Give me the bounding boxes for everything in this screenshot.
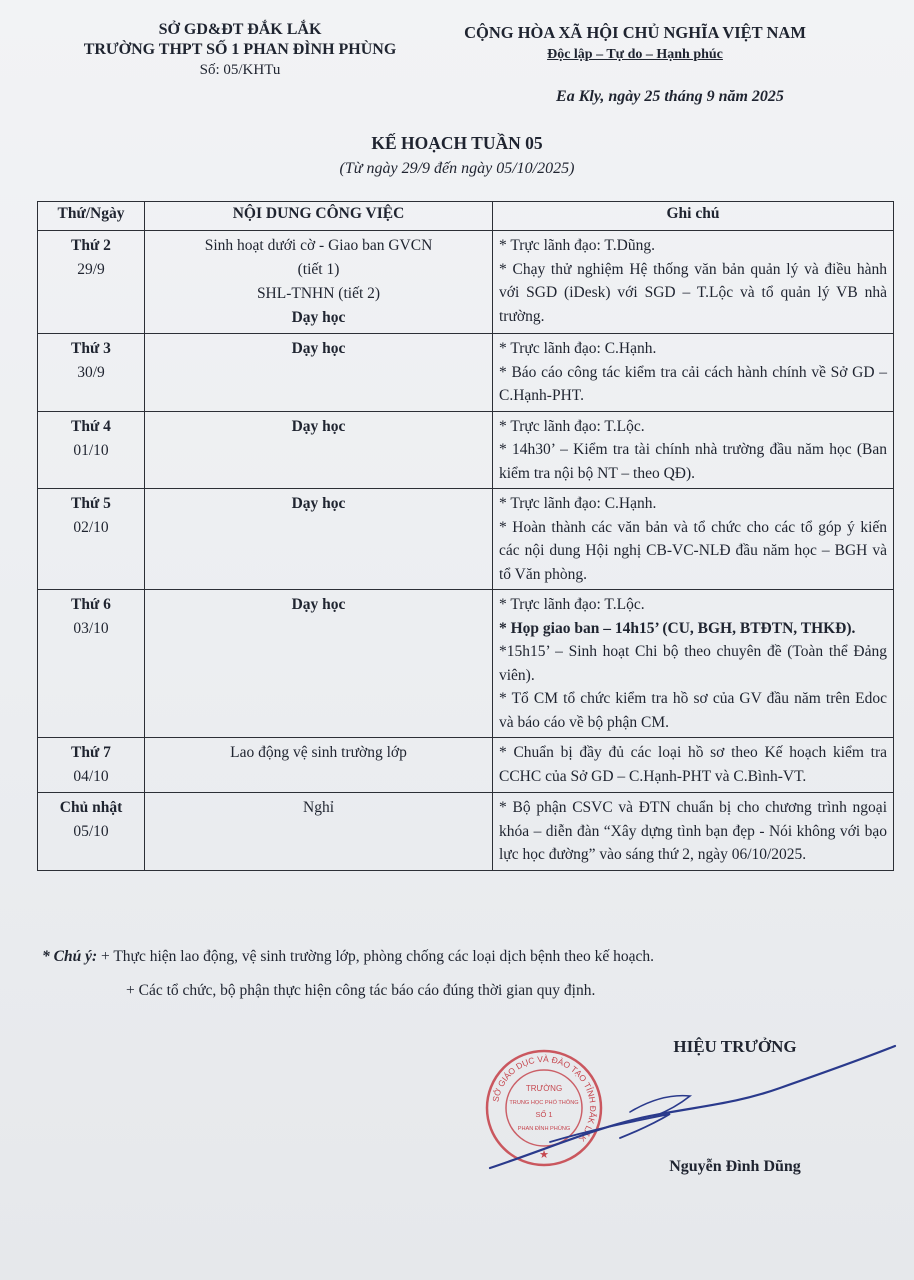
content-line: Dạy học [291,495,346,512]
day-name: Thứ 3 [71,340,111,357]
footnote [42,940,882,1008]
day-date: 04/10 [73,768,109,785]
note-line: * Trực lãnh đạo: T.Dũng. [499,237,655,254]
header-right [430,22,840,66]
content-cell [145,411,493,489]
note-line: * Trực lãnh đạo: C.Hạnh. [499,495,657,512]
content-cell [145,334,493,412]
table-row [38,590,894,738]
content-cell [145,489,493,590]
department-name: SỞ GD&ĐT ĐẮK LẮK [158,21,322,38]
notes-cell [493,334,894,412]
note-line: * 14h30’ – Kiểm tra tài chính nhà trường đầu năm học (Ban kiểm tra nội bộ NT – theo QĐ). [499,441,887,482]
notes-cell [493,231,894,334]
day-name: Thứ 4 [71,417,111,435]
note-line: * Họp giao ban – 14h15’ (CU, BGH, BTĐTN, THKĐ). [499,619,856,637]
header-content: NỘI DUNG CÔNG VIỆC [145,202,493,231]
signer-title: HIỆU TRƯỞNG [673,1037,797,1056]
content-line: Nghỉ [303,799,334,816]
table-row [38,793,894,871]
notes-cell [493,793,894,871]
table-row [38,334,894,412]
note-line: * Tổ CM tổ chức kiểm tra hồ sơ của GV đầu năm trên Edoc và báo cáo về bộ phận CM. [499,690,887,731]
day-name: Chủ nhật [59,799,123,816]
table-header-row [38,202,894,231]
note-line: * Báo cáo công tác kiểm tra cải cách hành chính về Sở GD – C.Hạnh-PHT. [499,363,887,404]
content-line: SHL-TNHN (tiết 2) [256,285,381,302]
footnote-line-1: + Thực hiện lao động, vệ sinh trường lớp, phòng chống các loại dịch bệnh theo kế hoạch. [101,948,655,965]
table-body [38,231,894,871]
document-title: KẾ HOẠCH TUẦN 05 [371,133,543,153]
seal-star-icon: ★ [539,1149,549,1161]
table-row [38,489,894,590]
content-line: Dạy học [291,417,346,435]
note-line: * Trực lãnh đạo: T.Lộc. [499,596,645,613]
day-cell [38,793,145,871]
seal-center-line-3: SỐ 1 [535,1110,553,1119]
country-name: CỘNG HÒA XÃ HỘI CHỦ NGHĨA VIỆT NAM [464,23,806,42]
content-line: Dạy học [291,340,346,357]
day-cell [38,411,145,489]
note-line: * Trực lãnh đạo: C.Hạnh. [499,340,657,357]
content-line: Sinh hoạt dưới cờ - Giao ban GVCN [204,237,433,254]
seal-center-line-4: PHAN ĐÌNH PHÙNG [517,1126,571,1132]
day-name: Thứ 6 [71,596,111,613]
footnote-lead: * Chú ý: [42,948,98,965]
place-date: Ea Kly, ngày 25 tháng 9 năm 2025 [556,88,784,105]
seal-ring-text: SỞ GIÁO DỤC VÀ ĐÀO TẠO TỈNH ĐẮK LẮK [490,1053,599,1144]
note-line: * Trực lãnh đạo: T.Lộc. [499,417,645,435]
day-cell [38,489,145,590]
signer-name: Nguyễn Đình Dũng [669,1158,801,1175]
table-row [38,738,894,793]
note-line: *15h15’ – Sinh hoạt Chi bộ theo chuyên đề (Toàn thể Đảng viên). [499,643,887,684]
day-name: Thứ 5 [71,495,111,512]
content-line: Dạy học [291,596,346,613]
school-name: TRƯỜNG THPT SỐ 1 PHAN ĐÌNH PHÙNG [83,41,397,58]
content-cell [145,231,493,334]
header-notes: Ghi chú [493,202,894,231]
header-day: Thứ/Ngày [38,202,145,231]
document-subtitle: (Từ ngày 29/9 đến ngày 05/10/2025) [339,160,575,177]
notes-cell [493,411,894,489]
footnote-line-2: + Các tổ chức, bộ phận thực hiện công tác báo cáo đúng thời gian quy định. [126,982,596,999]
notes-cell [493,738,894,793]
day-date: 01/10 [73,441,109,459]
note-line: * Chuẩn bị đầy đủ các loại hồ sơ theo Kế hoạch kiểm tra CCHC của Sở GD – C.Hạnh-PHT và C.Bình-VT. [499,744,887,785]
note-line: * Chạy thử nghiệm Hệ thống văn bản quản lý và điều hành với SGD (iDesk) với SGD – T.Lộc và tổ quản lý VB nhà trường. [499,260,887,325]
seal-center-line-2: TRUNG HỌC PHỔ THÔNG [509,1100,579,1106]
content-line: Dạy học [291,309,346,326]
note-line: * Bộ phận CSVC và ĐTN chuẩn bị cho chương trình ngoại khóa – diễn đàn “Xây dựng tình bạn đẹp - Nói không với bạo lực học đường” vào sáng thứ 2, ngày 06/10/2025. [499,799,887,863]
content-cell [145,590,493,738]
day-name: Thứ 2 [71,237,111,254]
content-cell [145,793,493,871]
content-cell [145,738,493,793]
header-left [40,20,440,80]
notes-cell [493,489,894,590]
notes-cell [493,590,894,738]
day-cell [38,334,145,412]
day-cell [38,738,145,793]
weekly-plan-table [37,201,894,871]
content-line: Lao động vệ sinh trường lớp [230,744,407,761]
day-date: 03/10 [73,620,109,637]
day-date: 02/10 [73,519,109,536]
note-line: * Hoàn thành các văn bản và tổ chức cho các tổ góp ý kiến các nội dung Hội nghị CB-VC-NLĐ đầu năm học – BGH và tổ Văn phòng. [499,518,887,583]
day-cell [38,231,145,334]
national-motto: Độc lập – Tự do – Hạnh phúc [547,47,723,62]
day-name: Thứ 7 [71,744,111,761]
day-date: 05/10 [73,823,109,840]
day-cell [38,590,145,738]
day-date: 29/9 [77,261,105,278]
day-date: 30/9 [77,364,105,381]
document-number: Số: 05/KHTu [199,62,281,78]
content-line: (tiết 1) [297,261,340,278]
table-row [38,411,894,489]
seal-center-line-1: TRƯỜNG [525,1084,563,1093]
table-row [38,231,894,334]
